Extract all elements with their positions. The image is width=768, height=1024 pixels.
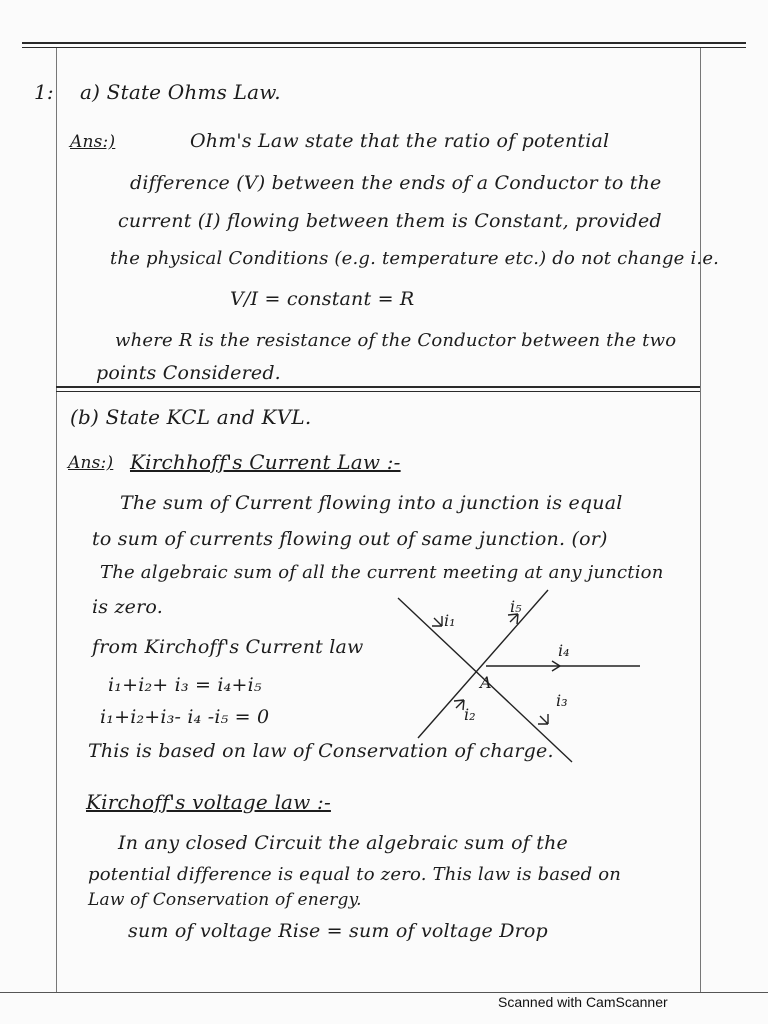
arrow-i5 bbox=[508, 614, 518, 624]
branch-i1-i3 bbox=[398, 598, 572, 762]
kcl-note: This is based on law of Conservation of charge. bbox=[88, 740, 554, 762]
kvl-line-4: sum of voltage Rise = sum of voltage Drop bbox=[128, 920, 548, 942]
right-margin-line bbox=[700, 48, 701, 992]
answer-label-1b: Ans:) bbox=[68, 453, 114, 473]
kcl-line-1: The sum of Current flowing into a junction is equal bbox=[120, 492, 623, 514]
scanner-watermark: Scanned with CamScanner bbox=[498, 994, 668, 1010]
kcl-heading: Kirchhoff's Current Law :- bbox=[130, 450, 401, 474]
kvl-line-3: Law of Conservation of energy. bbox=[88, 890, 362, 910]
question-1b: (b) State KCL and KVL. bbox=[70, 405, 312, 429]
kvl-line-2: potential difference is equal to zero. This law is based on bbox=[88, 864, 622, 885]
answer-label-1a: Ans:) bbox=[70, 132, 116, 152]
kcl-equation-1: i₁+i₂+ i₃ = i₄+i₅ bbox=[108, 674, 262, 696]
answer-1a-line-4: the physical Conditions (e.g. temperature etc.) do not change i.e. bbox=[110, 248, 720, 269]
kcl-line-3: The algebraic sum of all the current meeting at any junction bbox=[100, 562, 664, 583]
ohms-law-equation: V/I = constant = R bbox=[230, 288, 415, 310]
answer-1a-line-6: points Considered. bbox=[96, 362, 281, 384]
arrow-i1 bbox=[432, 616, 442, 626]
answer-1a-line-2: difference (V) between the ends of a Conductor to the bbox=[130, 172, 662, 194]
kvl-line-1: In any closed Circuit the algebraic sum of the bbox=[118, 832, 568, 854]
answer-1a-line-3: current (I) flowing between them is Constant, provided bbox=[118, 210, 662, 232]
current-label-i2: i₂ bbox=[464, 705, 476, 724]
answer-1a-line-1: Ohm's Law state that the ratio of potential bbox=[190, 130, 610, 152]
arrow-i4 bbox=[552, 661, 560, 671]
section-divider-2 bbox=[56, 391, 700, 392]
branch-i2-i5 bbox=[418, 590, 548, 738]
answer-1a-line-5: where R is the resistance of the Conductor between the two bbox=[115, 330, 677, 351]
top-rule-2 bbox=[22, 47, 746, 48]
section-divider bbox=[56, 386, 700, 388]
question-number: 1: bbox=[34, 80, 54, 104]
current-label-i1: i₁ bbox=[444, 611, 456, 630]
kcl-line-2: to sum of currents flowing out of same junction. (or) bbox=[92, 528, 608, 550]
bottom-rule bbox=[0, 992, 768, 993]
kcl-line-4: is zero. bbox=[92, 596, 163, 618]
current-label-i3: i₃ bbox=[556, 691, 568, 710]
arrow-i3 bbox=[538, 714, 548, 724]
kcl-from: from Kirchoff's Current law bbox=[92, 636, 364, 658]
node-label: A bbox=[480, 673, 492, 692]
kvl-heading: Kirchoff's voltage law :- bbox=[86, 790, 331, 814]
question-1a: a) State Ohms Law. bbox=[80, 80, 281, 104]
top-rule bbox=[22, 42, 746, 44]
left-margin-line bbox=[56, 48, 57, 992]
current-label-i4: i₄ bbox=[558, 641, 570, 660]
arrow-i2 bbox=[454, 700, 464, 710]
current-label-i5: i₅ bbox=[510, 597, 522, 616]
kcl-equation-2: i₁+i₂+i₃- i₄ -i₅ = 0 bbox=[100, 706, 270, 728]
